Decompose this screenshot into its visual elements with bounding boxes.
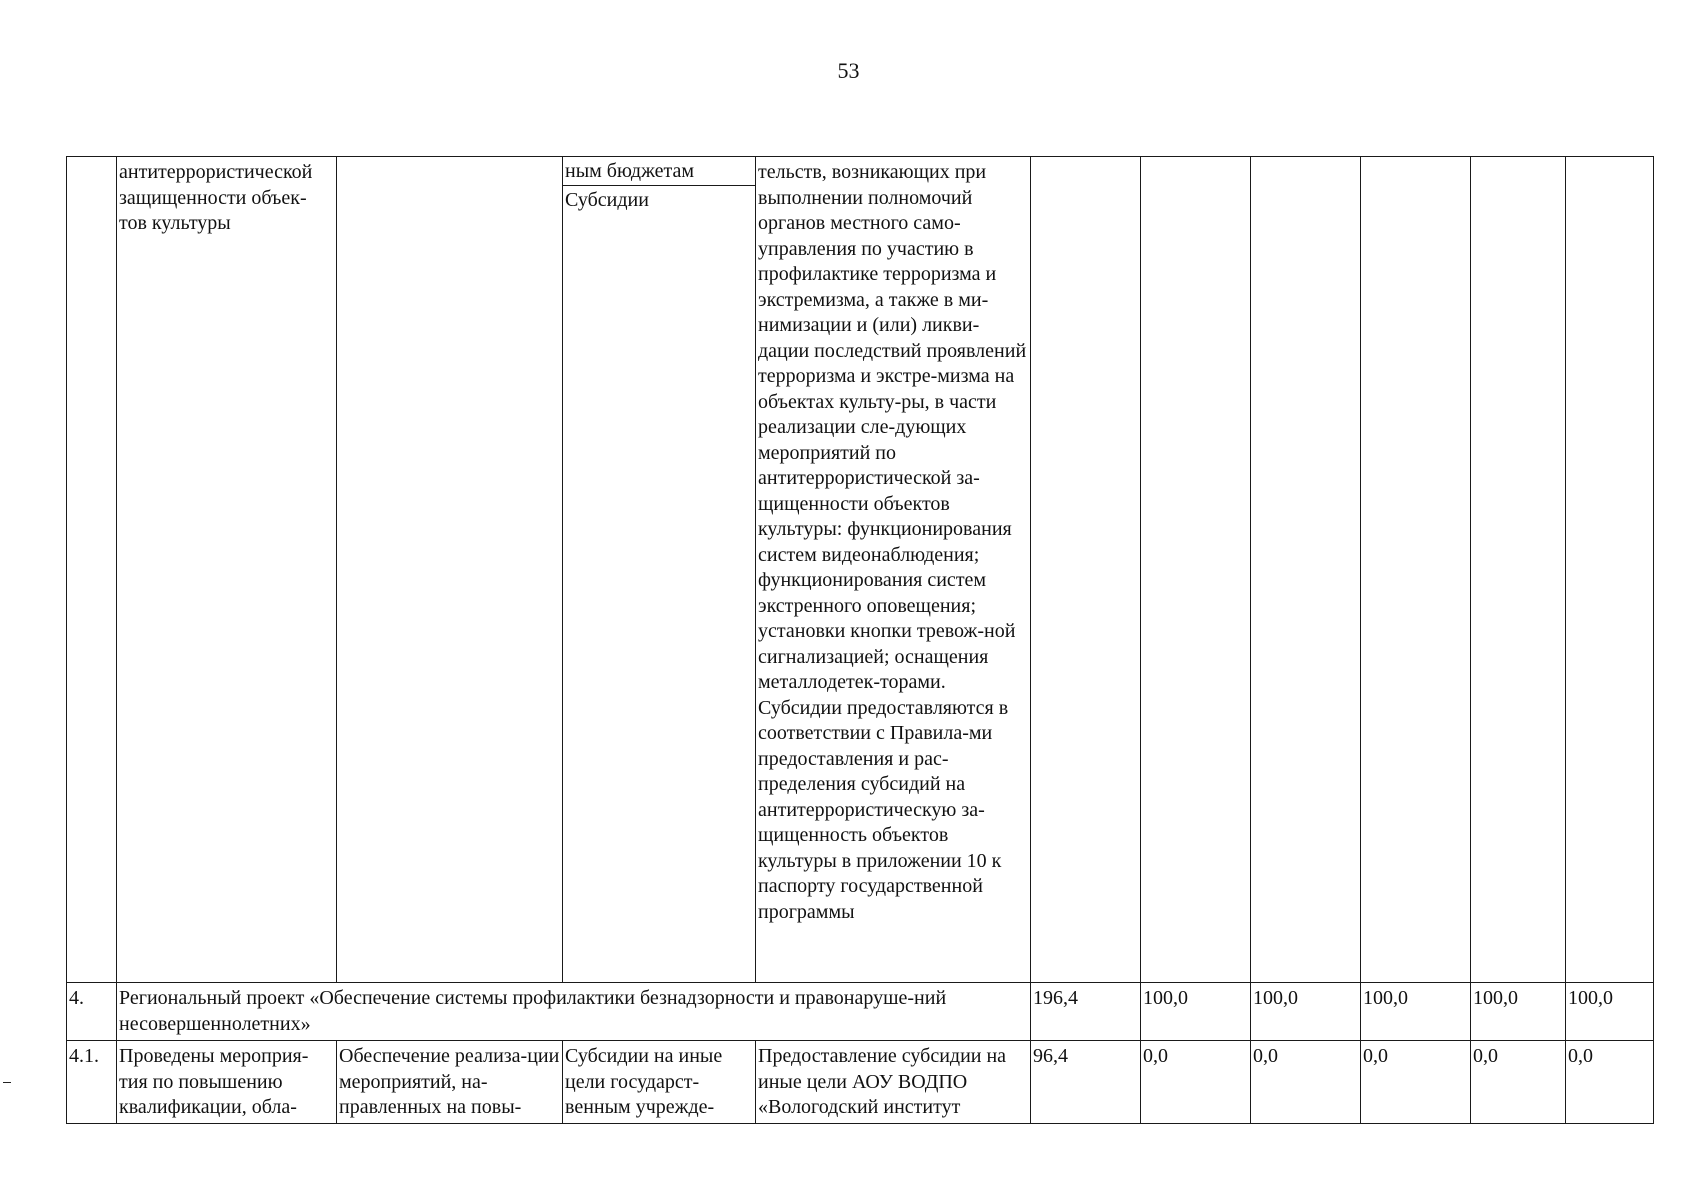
cell-value: 100,0 [1566, 983, 1654, 1041]
page-number: 53 [837, 58, 860, 83]
cell-type-bottom: Субсидии [565, 189, 649, 211]
cell-num [67, 157, 117, 983]
cell-value: 0,0 [1566, 1041, 1654, 1124]
cell-value: 0,0 [1141, 1041, 1251, 1124]
cell-value: 96,4 [1031, 1041, 1141, 1124]
table-row-project [67, 983, 1654, 1041]
cell-direction [337, 157, 563, 983]
cell-name: антитеррористической защищенности объек-тов культуры [117, 157, 337, 983]
cell-type: Субсидии на иные цели государст-венным учрежде- [563, 1041, 756, 1124]
cell-type [563, 157, 756, 983]
cell-value: 100,0 [1251, 983, 1361, 1041]
cell-value: 0,0 [1361, 1041, 1471, 1124]
cell-value: 100,0 [1471, 983, 1566, 1041]
table-row-4-1 [67, 1041, 1654, 1124]
cell-description: Предоставление субсидии на иные цели АОУ ВОДПО «Вологодский институт [756, 1041, 1031, 1124]
cell-value [1031, 157, 1141, 983]
cell-value: 100,0 [1361, 983, 1471, 1041]
cell-value [1141, 157, 1251, 983]
cell-num: 4.1. [67, 1041, 117, 1124]
cell-value: 196,4 [1031, 983, 1141, 1041]
cell-value: 100,0 [1141, 983, 1251, 1041]
cell-value [1361, 157, 1471, 983]
cell-project-title: Региональный проект «Обеспечение системы профилактики безнадзорности и правонаруше-ний несовершеннолетних» [117, 983, 1031, 1041]
cell-type-top: ным бюджетам [563, 157, 755, 186]
table-row-continuation [67, 157, 1654, 983]
budget-table [66, 156, 1654, 1124]
cell-description: тельств, возникающих при выполнении полномочий органов местного само-управления по участию в профилактике терроризма и экстремизма, а также в ми-нимизации и (или) ликви-дации последствий проявлений терроризма и экстре-мизма на объектах культу-ры, в части реализации сле-дующих мероприятий по антитеррористической за-щищенности объектов культуры: функционирования систем видеонаблюдения; функционирования систем экстренного оповещения; установки кнопки тревож-ной сигнализацией; оснащения металлодетек-торами. Субсидии предоставляются в соответствии с Правила-ми предоставления и рас-пределения субсидий на антитеррористическую за-щищенность объектов культуры в приложении 10 к паспорту государственной программы [756, 157, 1031, 983]
cell-name: Проведены мероприя-тия по повышению квалификации, обла- [117, 1041, 337, 1124]
cell-value: 0,0 [1251, 1041, 1361, 1124]
cell-direction: Обеспечение реализа-ции мероприятий, на-правленных на повы- [337, 1041, 563, 1124]
cell-value [1251, 157, 1361, 983]
cell-value: 0,0 [1471, 1041, 1566, 1124]
cell-num: 4. [67, 983, 117, 1041]
cell-value [1471, 157, 1566, 983]
margin-mark [3, 1082, 11, 1083]
cell-value [1566, 157, 1654, 983]
